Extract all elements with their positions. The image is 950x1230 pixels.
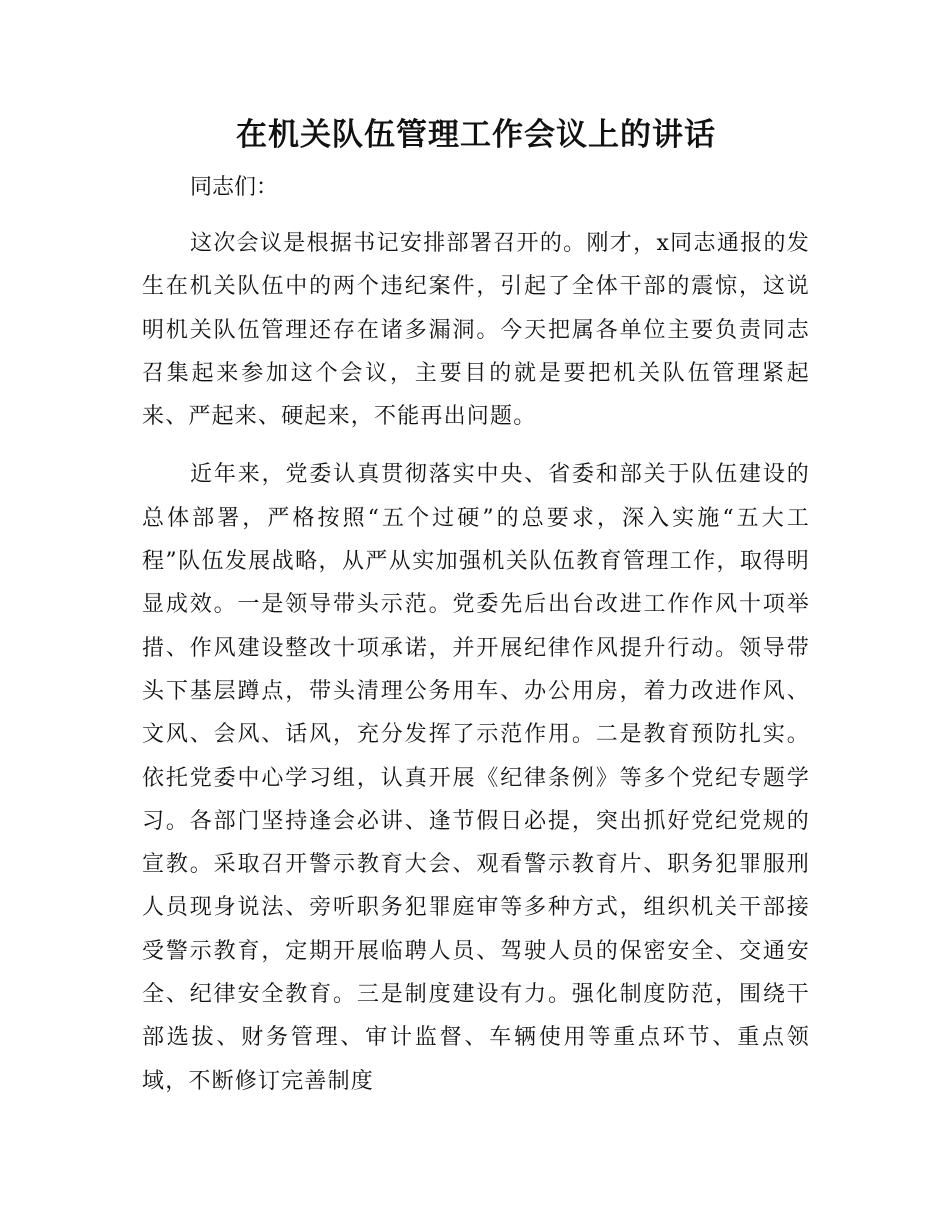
- paragraph-2: 近年来，党委认真贯彻落实中央、省委和部关于队伍建设的总体部署，严格按照“五个过硬”的总要求，深入实施“五大工程”队伍发展战略，从严从实加强机关队伍教育管理工作，取得明显成效。一是领导带头示范。党委先后出台改进工作作风十项举措、作风建设整改十项承诺，并开展纪律作风提升行动。领导带头下基层蹲点，带头清理公务用车、办公用房，着力改进作风、文风、会风、话风，充分发挥了示范作用。二是教育预防扎实。依托党委中心学习组，认真开展《纪律条例》等多个党纪专题学习。各部门坚持逢会必讲、逢节假日必提，突出抓好党纪党规的宣教。采取召开警示教育大会、观看警示教育片、职务犯罪服刑人员现身说法、旁听职务犯罪庭审等多种方式，组织机关干部接受警示教育，定期开展临聘人员、驾驶人员的保密安全、交通安全、纪律安全教育。三是制度建设有力。强化制度防范，围绕干部选拔、财务管理、审计监督、车辆使用等重点环节、重点领域，不断修订完善制度: [142, 462, 810, 1094]
- salutation: 同志们：: [190, 175, 279, 200]
- document-title: 在机关队伍管理工作会议上的讲话: [236, 117, 716, 153]
- paragraph-1: 这次会议是根据书记安排部署召开的。刚才，x同志通报的发生在机关队伍中的两个违纪案件，引起了全体干部的震惊，这说明机关队伍管理还存在诸多漏洞。今天把属各单位主要负责同志召集起来参加这个会议，主要目的就是要把机关队伍管理紧起来、严起来、硬起来，不能再出问题。: [142, 231, 810, 430]
